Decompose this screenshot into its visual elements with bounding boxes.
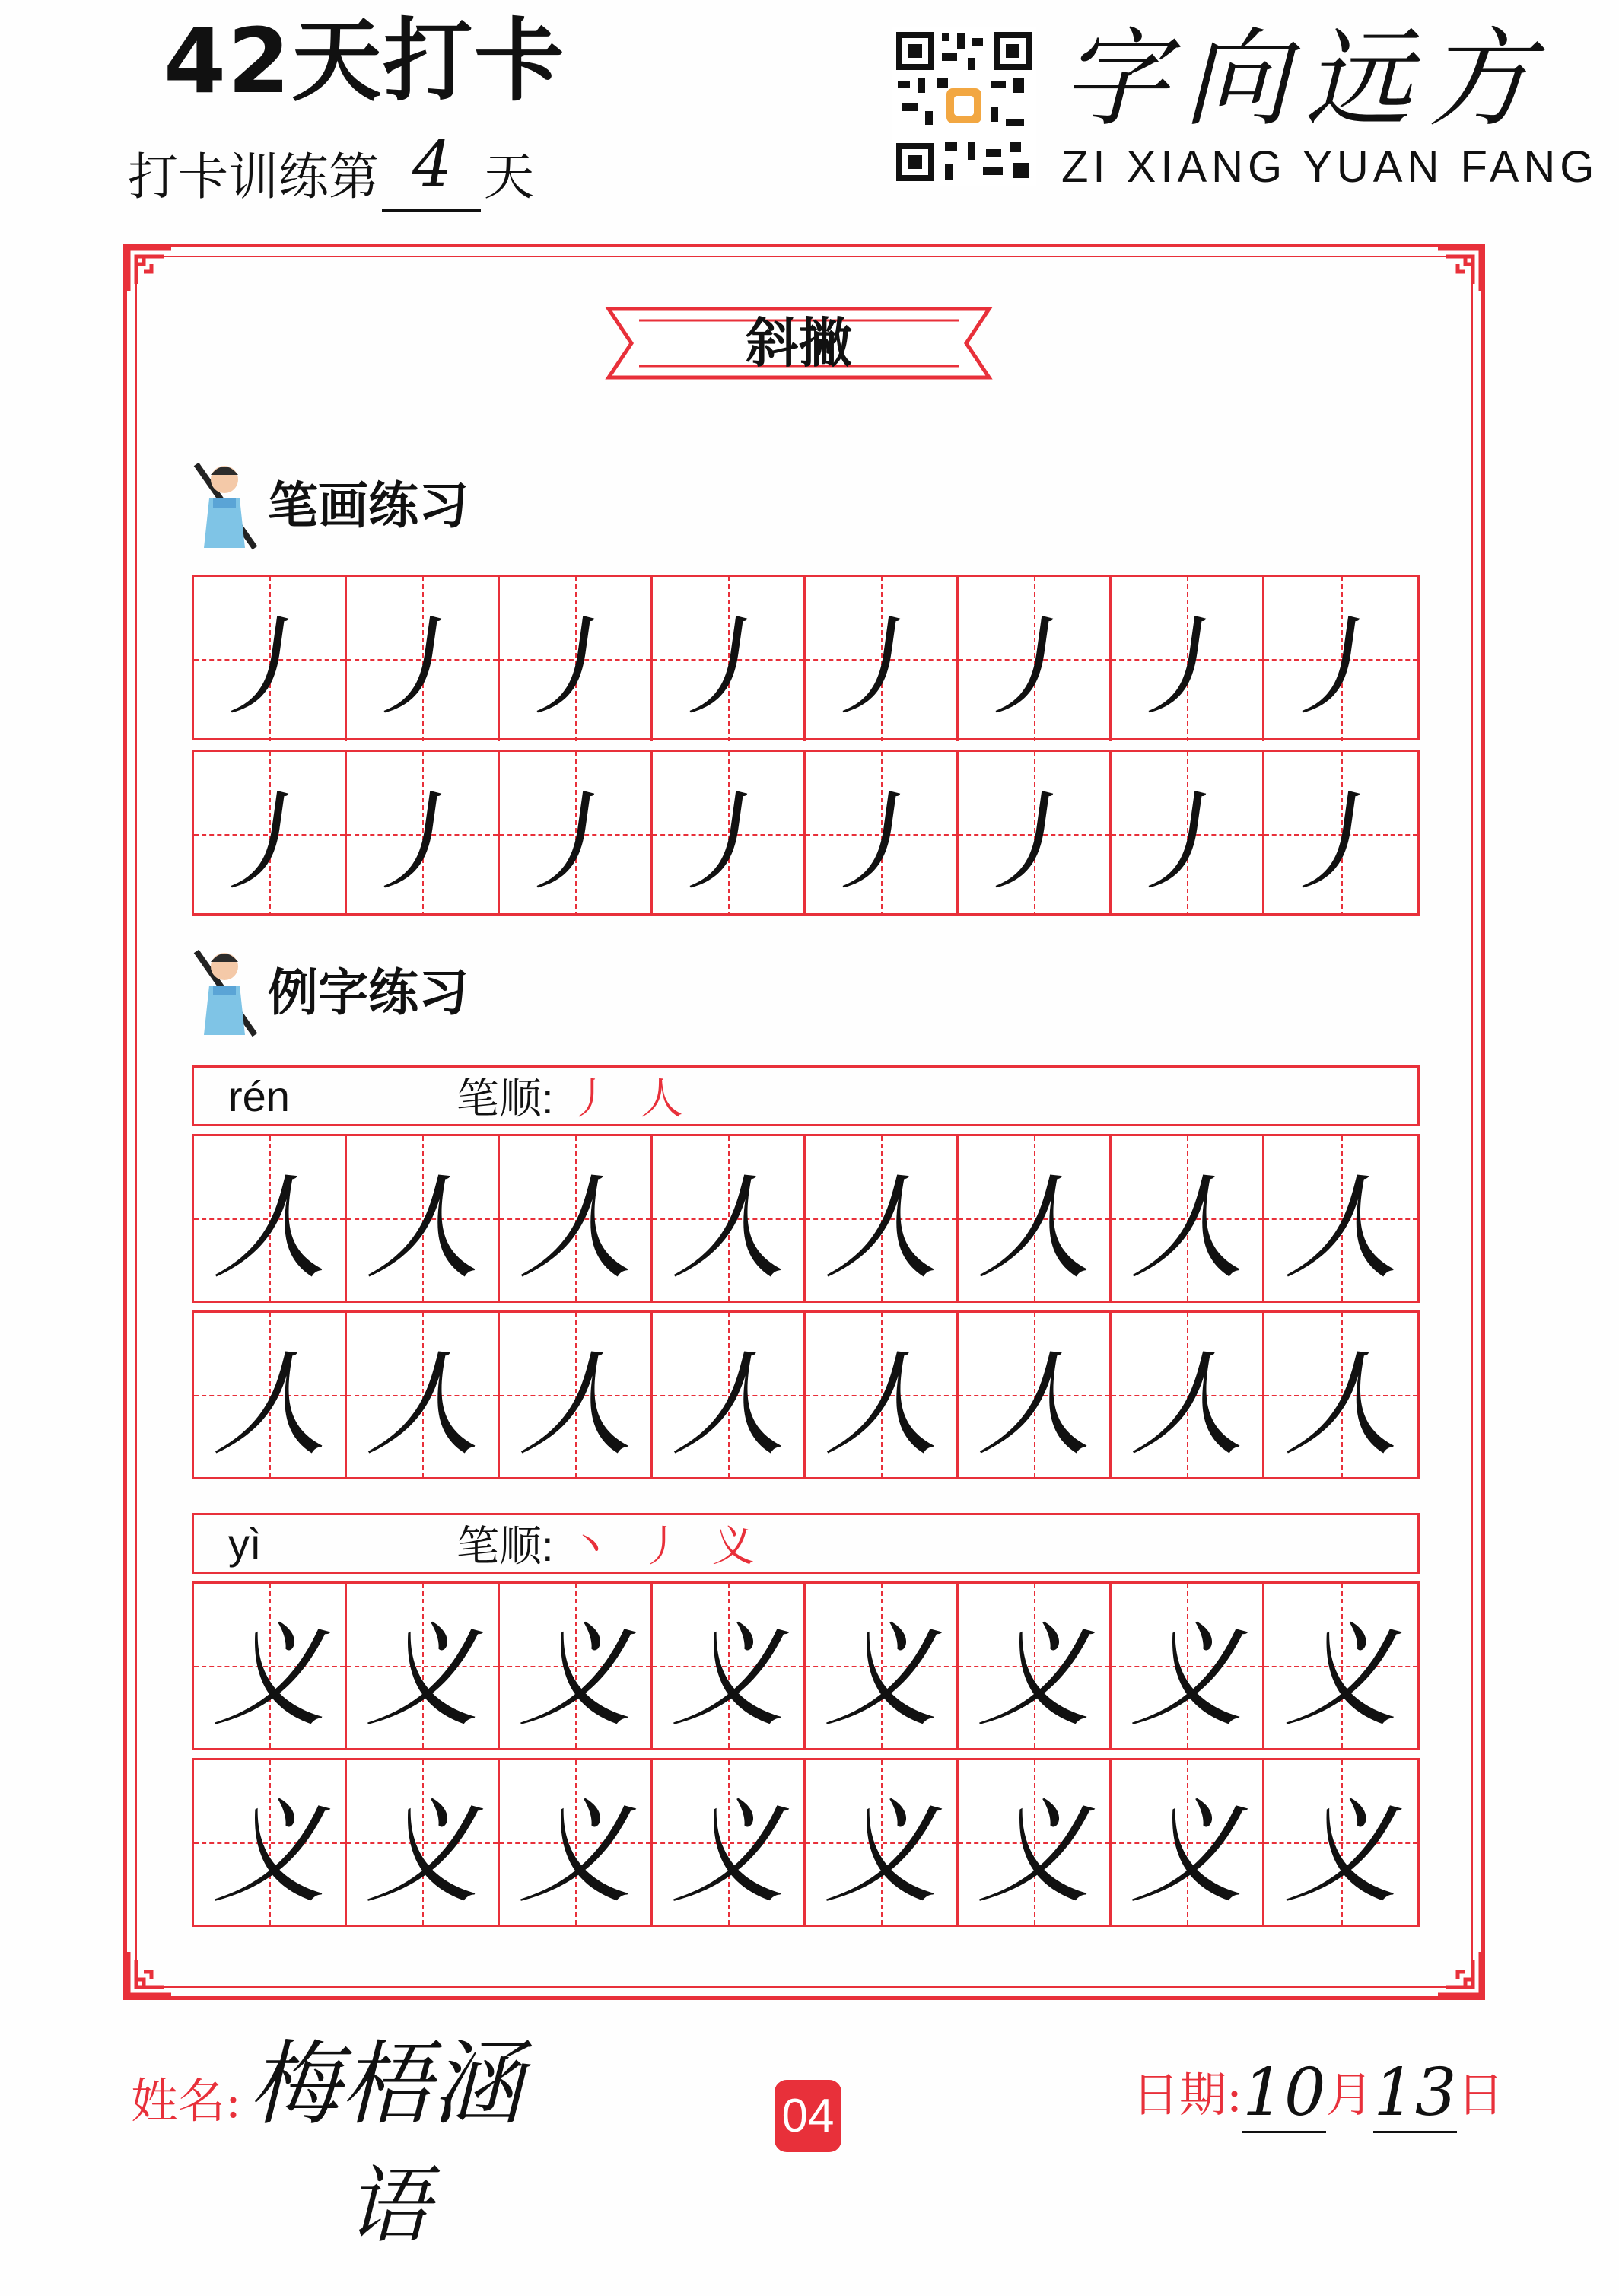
- practice-cell: [1264, 577, 1417, 744]
- practice-cell: [1112, 577, 1264, 744]
- practice-cell: [806, 1136, 959, 1301]
- practice-cell: [1264, 752, 1417, 919]
- practice-cell: [194, 1313, 347, 1477]
- practiced-character: 义: [670, 1610, 785, 1743]
- practiced-character: 义: [1283, 1787, 1398, 1919]
- practiced-character: 人: [1283, 1163, 1398, 1295]
- practiced-character: 义: [976, 1787, 1091, 1919]
- practiced-character: 义: [1129, 1787, 1244, 1919]
- practice-cell: [347, 1760, 500, 1925]
- practice-cell: [1112, 1760, 1264, 1925]
- name-value: 梅梧涵: [248, 2032, 523, 2138]
- practice-cell: [194, 1584, 347, 1748]
- stroke-order-step: 丶: [568, 1522, 625, 1572]
- practiced-character: 人: [364, 1163, 479, 1295]
- practice-cell: [959, 752, 1112, 919]
- pinyin-label: yì: [228, 1519, 262, 1568]
- practice-cell: [500, 1760, 653, 1925]
- practice-cell: [1112, 1584, 1264, 1748]
- stroke-order-step: 丿: [568, 1075, 625, 1124]
- practiced-character: 义: [1283, 1610, 1398, 1743]
- practiced-character: 人: [212, 1339, 326, 1472]
- practice-cell: [806, 1584, 959, 1748]
- date-field: [1132, 2055, 1504, 2133]
- practice-cell: [1264, 1136, 1417, 1301]
- practiced-character: 人: [976, 1163, 1091, 1295]
- stroke-order-label: 笔顺:: [456, 1522, 554, 1570]
- char-grid-yi-row-2: [192, 1758, 1420, 1927]
- practice-cell: [959, 1136, 1112, 1301]
- practiced-stroke: 丿: [355, 596, 487, 744]
- corner-ornament-icon: [126, 1944, 179, 1998]
- practiced-stroke: 丿: [660, 596, 793, 744]
- practice-cell: [347, 1313, 500, 1477]
- example-section-heading: [190, 944, 469, 1043]
- calligrapher-icon: [190, 944, 259, 1043]
- practice-cell: [347, 1584, 500, 1748]
- practiced-character: 义: [517, 1610, 632, 1743]
- practiced-character: 人: [823, 1163, 938, 1295]
- banner-title: 斜撇: [746, 312, 852, 374]
- practice-cell: [1112, 1136, 1264, 1301]
- practice-cell: [347, 752, 500, 919]
- char-grid-ren-row-2: [192, 1310, 1420, 1479]
- practice-cell: [653, 1313, 806, 1477]
- practice-cell: [1112, 1313, 1264, 1477]
- char-grid-ren-row-1: [192, 1134, 1420, 1303]
- practice-cell: [653, 752, 806, 919]
- practice-cell: [500, 1584, 653, 1748]
- example-section-label: 例字练习: [268, 963, 469, 1022]
- practiced-stroke: 丿: [1274, 771, 1405, 919]
- practiced-stroke: 丿: [202, 596, 334, 744]
- practice-cell: [653, 1136, 806, 1301]
- practiced-character: 人: [670, 1163, 785, 1295]
- stroke-order-step: 义: [711, 1522, 768, 1572]
- practiced-character: 人: [212, 1163, 326, 1295]
- practice-cell: [500, 1313, 653, 1477]
- qr-code-icon: [892, 27, 1036, 186]
- calligrapher-icon: [190, 457, 259, 556]
- practiced-character: 义: [364, 1610, 479, 1743]
- practiced-stroke: 丿: [1274, 596, 1405, 744]
- practiced-character: 义: [364, 1787, 479, 1919]
- practice-cell: [959, 1760, 1112, 1925]
- practiced-stroke: 丿: [813, 596, 946, 744]
- corner-ornament-icon: [126, 246, 179, 299]
- char-info-row-ren: [192, 1065, 1420, 1126]
- practiced-stroke: 丿: [355, 771, 487, 919]
- brand-logo: 字向远方: [1061, 18, 1549, 142]
- practiced-character: 义: [823, 1610, 938, 1743]
- practice-cell: [1112, 752, 1264, 919]
- practiced-character: 义: [517, 1787, 632, 1919]
- practice-cell: [500, 1136, 653, 1301]
- practice-cell: [500, 577, 653, 744]
- practice-cell: [959, 1584, 1112, 1748]
- practiced-stroke: 丿: [966, 771, 1099, 919]
- date-day-suffix: 日: [1456, 2067, 1504, 2122]
- date-month-suffix: 月: [1325, 2067, 1373, 2122]
- practiced-stroke: 丿: [660, 771, 793, 919]
- practiced-character: 义: [1129, 1610, 1244, 1743]
- practiced-character: 义: [976, 1610, 1091, 1743]
- date-label: 日期:: [1132, 2067, 1242, 2122]
- practice-cell: [194, 752, 347, 919]
- practiced-character: 义: [212, 1787, 326, 1919]
- practiced-character: 人: [1129, 1339, 1244, 1472]
- practiced-character: 人: [517, 1339, 632, 1472]
- char-info-row-yi: [192, 1513, 1420, 1574]
- practiced-character: 人: [823, 1339, 938, 1472]
- practice-cell: [653, 1584, 806, 1748]
- practiced-stroke: 丿: [966, 596, 1099, 744]
- practice-cell: [194, 1760, 347, 1925]
- practiced-character: 人: [976, 1339, 1091, 1472]
- practiced-stroke: 丿: [507, 596, 640, 744]
- page-number-badge: 04: [775, 2080, 841, 2152]
- date-day-value: 13: [1373, 2055, 1457, 2133]
- practice-cell: [806, 1313, 959, 1477]
- checkin-prefix: 打卡训练第: [128, 148, 379, 206]
- practiced-character: 义: [823, 1787, 938, 1919]
- checkin-day-value: 4: [412, 129, 453, 201]
- practice-cell: [347, 577, 500, 744]
- corner-ornament-icon: [1430, 1944, 1484, 1998]
- practiced-character: 人: [670, 1339, 785, 1472]
- char-grid-yi-row-1: [192, 1581, 1420, 1750]
- checkin-suffix: 天: [484, 148, 534, 206]
- worksheet-title: 42天打卡: [164, 8, 566, 113]
- date-month-value: 10: [1242, 2055, 1326, 2133]
- practiced-stroke: 丿: [1119, 596, 1252, 744]
- practice-cell: [959, 577, 1112, 744]
- practice-cell: [500, 752, 653, 919]
- practiced-character: 人: [364, 1339, 479, 1472]
- practice-cell: [1264, 1760, 1417, 1925]
- stroke-order-step: 人: [640, 1075, 697, 1124]
- practice-cell: [653, 577, 806, 744]
- practice-cell: [1264, 1313, 1417, 1477]
- practiced-character: 人: [517, 1163, 632, 1295]
- name-value-extra: 语: [346, 2157, 430, 2254]
- pinyin-label: rén: [228, 1072, 290, 1120]
- stroke-section-heading: [190, 457, 469, 556]
- practiced-stroke: 丿: [1119, 771, 1252, 919]
- name-field: [131, 2032, 523, 2138]
- corner-ornament-icon: [1430, 246, 1484, 299]
- practice-cell: [347, 1136, 500, 1301]
- practiced-character: 义: [670, 1787, 785, 1919]
- stroke-order-label: 笔顺:: [456, 1075, 554, 1123]
- checkin-line: [128, 129, 534, 212]
- practice-cell: [1264, 1584, 1417, 1748]
- checkin-day-field: [382, 129, 481, 212]
- practice-cell: [653, 1760, 806, 1925]
- practice-cell: [959, 1313, 1112, 1477]
- stroke-order-step: 丿: [640, 1522, 697, 1572]
- practiced-stroke: 丿: [813, 771, 946, 919]
- practiced-stroke: 丿: [202, 771, 334, 919]
- practiced-stroke: 丿: [507, 771, 640, 919]
- practiced-character: 人: [1129, 1163, 1244, 1295]
- stroke-grid-row-1: [192, 575, 1420, 744]
- practice-cell: [194, 577, 347, 744]
- brand-pinyin: ZI XIANG YUAN FANG: [1061, 142, 1599, 192]
- name-label: 姓名:: [131, 2073, 241, 2129]
- stroke-grid-row-2: [192, 750, 1420, 919]
- practiced-character: 义: [212, 1610, 326, 1743]
- practice-cell: [194, 1136, 347, 1301]
- practice-cell: [806, 752, 959, 919]
- practiced-character: 人: [1283, 1339, 1398, 1472]
- practice-cell: [806, 1760, 959, 1925]
- stroke-section-label: 笔画练习: [268, 476, 469, 535]
- practice-cell: [806, 577, 959, 744]
